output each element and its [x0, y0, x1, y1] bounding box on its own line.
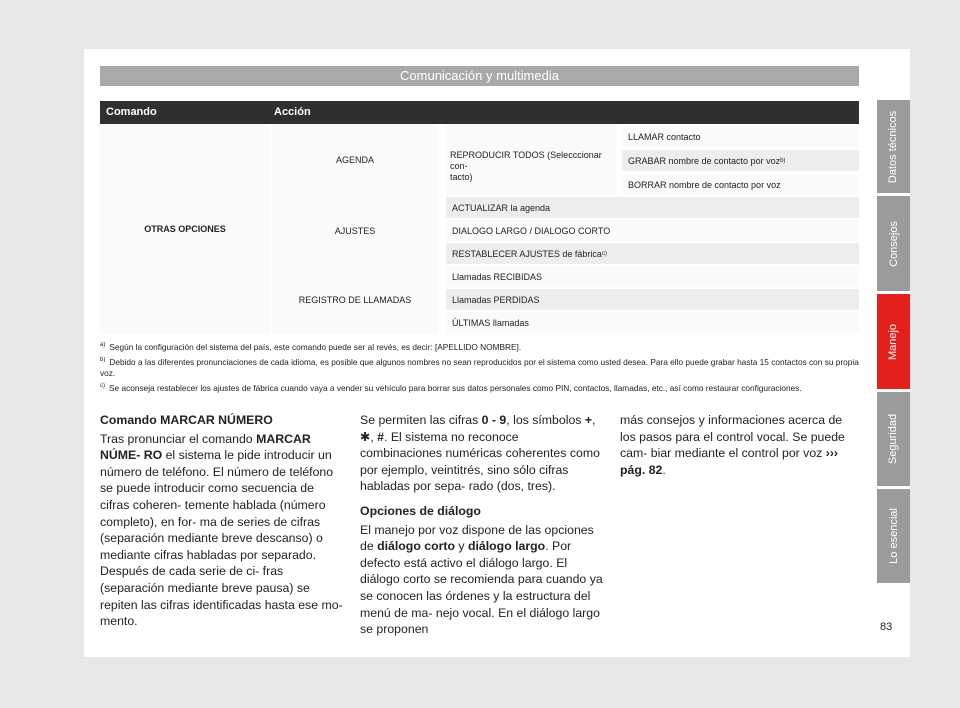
llamar-cell: LLAMAR contacto [622, 126, 859, 147]
command-cell: OTRAS OPCIONES [100, 124, 270, 334]
borrar-cell: BORRAR nombre de contacto por voz [622, 174, 859, 195]
section-header: Comunicación y multimedia [100, 66, 859, 86]
marcar-numero-heading: Comando MARCAR NÚMERO [100, 413, 273, 427]
tab-consejos[interactable]: Consejos [877, 196, 910, 291]
tab-lo-esencial[interactable]: Lo esencial [877, 489, 910, 583]
col1-paragraph: Tras pronunciar el comando MARCAR NÚME- RO el sistema le pide introducir un número de teléfono. El número de teléfono se puede introducir como secuencia de cifras coheren- temente hablada (número completo), en for- ma de series de cifras (separación mediante breve descanso) o mediante cifras habladas por separado. Después de cada serie de ci- fras (separación mediante breve pausa) se repiten las cifras identificadas hasta ese mo- mento. [100, 431, 343, 629]
ultimas-cell: ÚLTIMAS llamadas [446, 312, 859, 333]
footnote-c: $^{c)}$ Se aconseja restablecer los ajustes de fábrica cuando vaya a vender su vehículo para borrar sus datos personales como PIN, contactos, llamadas, etc., así como restaurar configuraciones. [100, 382, 802, 393]
reproducir-cell: REPRODUCIR TODOS (Selecccionar con- tacto) [446, 124, 616, 196]
command-table [100, 101, 859, 124]
page-number: 83 [880, 621, 893, 633]
opciones-dialogo-heading: Opciones de diálogo [360, 503, 481, 518]
footnote-b: $^{b)}$ Debido a las diferentes pronunciaciones de cada idioma, es posible que algunos nombres no sean reproducidos por el sistema como usted desea. Para ello puede grabar hasta 15 contactos con su propia voz. [100, 356, 859, 378]
registro-cell: REGISTRO DE LLAMADAS [272, 266, 438, 334]
tab-manejo[interactable]: Manejo [877, 294, 910, 389]
footnote-a: $^{a)}$ Según la configuración del sistema del país, este comando puede ser al revés, es decir: [APELLIDO NOMBRE]. [100, 341, 522, 352]
tab-datos-tecnicos[interactable]: Datos técnicos [877, 100, 910, 193]
tab-seguridad[interactable]: Seguridad [877, 392, 910, 486]
actualizar-cell: ACTUALIZAR la agenda [446, 197, 859, 218]
body-column-3 [620, 412, 860, 486]
recibidas-cell: Llamadas RECIBIDAS [446, 266, 859, 287]
restablecer-cell: RESTABLECER AJUSTES de fábrica c) [446, 243, 859, 264]
grabar-cell: GRABAR nombre de contacto por voz b) [622, 150, 859, 171]
page-reference-link[interactable]: ››› pág. 82 [620, 446, 839, 477]
col3-paragraph: más consejos y informaciones acerca de los pasos para el control vocal. Se puede cam- biar mediante el control por voz ››› pág. 82. [620, 413, 845, 477]
footnotes [100, 340, 860, 395]
agenda-cell: AGENDA [272, 124, 438, 196]
col2-paragraph-1: Se permiten las cifras 0 - 9, los símbolos +, ✱, #. El sistema no reconoce combinaciones numéricas coherentes como por ejemplo, veintitrés, sino sólo cifras habladas por sepa- rado (dos, tres). [360, 413, 600, 494]
asterisk-symbol: ✱ [360, 429, 371, 444]
col2-paragraph-2: El manejo por voz dispone de las opciones de diálogo corto y diálogo largo. Por defecto está activo el diálogo largo. El diálogo corto se recomienda para cuando ya se conocen las órdenes y la estructura del menú de ma- nejo vocal. En el diálogo largo se proponen [360, 522, 603, 637]
column-header-accion: Acción [274, 106, 311, 118]
body-column-1 [100, 412, 345, 638]
dialogo-cell: DIALOGO LARGO / DIALOGO CORTO [446, 220, 859, 241]
column-header-comando: Comando [106, 106, 157, 118]
ajustes-cell: AJUSTES [272, 196, 438, 266]
perdidas-cell: Llamadas PERDIDAS [446, 289, 859, 310]
body-column-2 [360, 412, 603, 646]
table-header [100, 101, 859, 124]
